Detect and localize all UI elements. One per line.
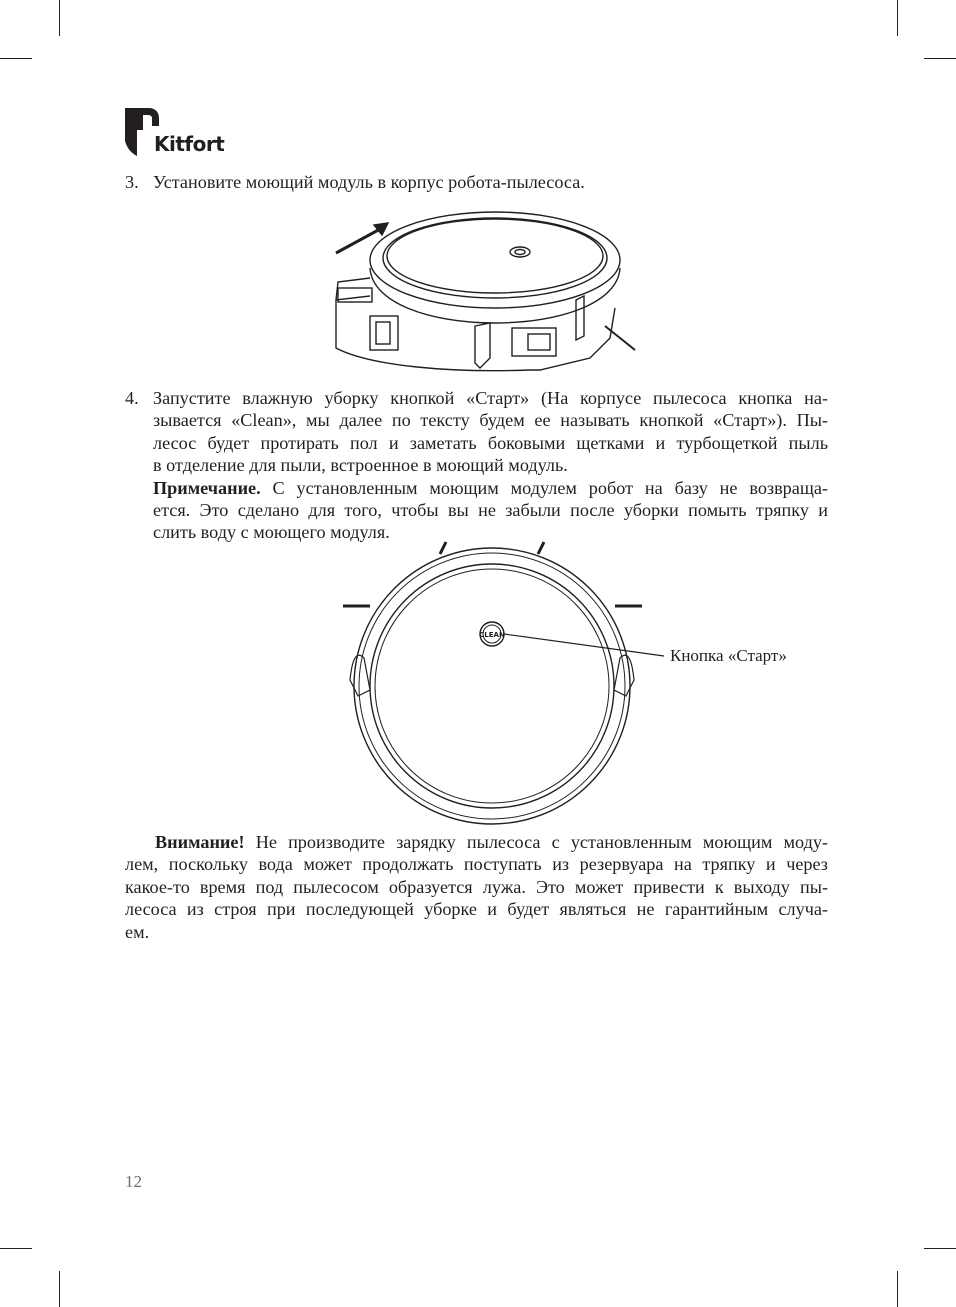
paragraph-line: лесос будет протирать пол и заметать боковыми щетками и турбощеткой пыль <box>153 432 828 453</box>
crop-mark <box>0 58 32 59</box>
start-button-label: CLEAN <box>479 631 505 639</box>
warning-line <box>125 831 828 853</box>
warning-paragraph <box>125 831 828 943</box>
robot-lid <box>375 569 609 803</box>
paragraph-line: в отделение для пыли, встроенное в моющий модуль. <box>153 455 568 476</box>
paragraph-line: Запустите влажную уборку кнопкой «Старт» (На корпусе пылесоса кнопка на- <box>153 388 828 408</box>
step-text: Установите моющий модуль в корпус робота-пылесоса. <box>153 172 585 192</box>
step-number: 3. <box>125 172 139 192</box>
note-line: слить воду с моющего модуля. <box>153 522 390 543</box>
step-number: 4. <box>125 388 139 408</box>
note-text: С установленным моющим модулем робот на базу не возвраща- <box>260 477 828 498</box>
callout-line <box>504 634 664 656</box>
robot-body-outer <box>354 548 630 824</box>
module-insertion-figure <box>330 208 640 378</box>
brand-logo <box>125 108 225 158</box>
page-number: 12 <box>125 1172 142 1191</box>
crop-mark <box>0 1248 32 1249</box>
warning-line: лем, поскольку вода может продолжать поступать из резервуара на тряпку и через <box>125 854 828 875</box>
note-line: ется. Это сделано для того, чтобы вы не забыли после уборки помыть тряпку и <box>153 500 828 521</box>
clean-button-icon <box>510 247 530 257</box>
crop-mark <box>924 58 956 59</box>
crop-mark <box>924 1248 956 1249</box>
step-4 <box>125 387 828 544</box>
robot-top-view-figure <box>340 540 810 830</box>
note-label: Примечание. <box>153 477 261 498</box>
start-button-callout: Кнопка «Старт» <box>670 646 787 665</box>
warning-line: ем. <box>125 921 150 942</box>
note-line <box>153 477 828 499</box>
step-3 <box>125 171 828 193</box>
warning-text: Не производите зарядку пылесоса с установленным моющим моду- <box>244 832 828 852</box>
brand-name: Kitfort <box>154 132 225 156</box>
module-slot <box>370 316 398 350</box>
insert-arrow-line <box>336 228 382 253</box>
crop-mark <box>59 0 60 36</box>
warning-line: лесоса из строя при последующей уборке и будет являться не гарантийным случа- <box>125 899 828 920</box>
warning-label: Внимание! <box>155 832 245 852</box>
crop-mark <box>897 0 898 36</box>
warning-line: какое-то время под пылесосом образуется лужа. Это может привести к выходу пы- <box>125 876 828 897</box>
rear-brush <box>538 542 544 554</box>
rear-brush <box>440 542 446 554</box>
crop-mark <box>897 1271 898 1307</box>
crop-mark <box>59 1271 60 1307</box>
paragraph-line: зывается «Clean», мы далее по тексту будем ее называть кнопкой «Старт»). Пы- <box>153 410 828 431</box>
arrow-head-icon <box>374 223 388 235</box>
